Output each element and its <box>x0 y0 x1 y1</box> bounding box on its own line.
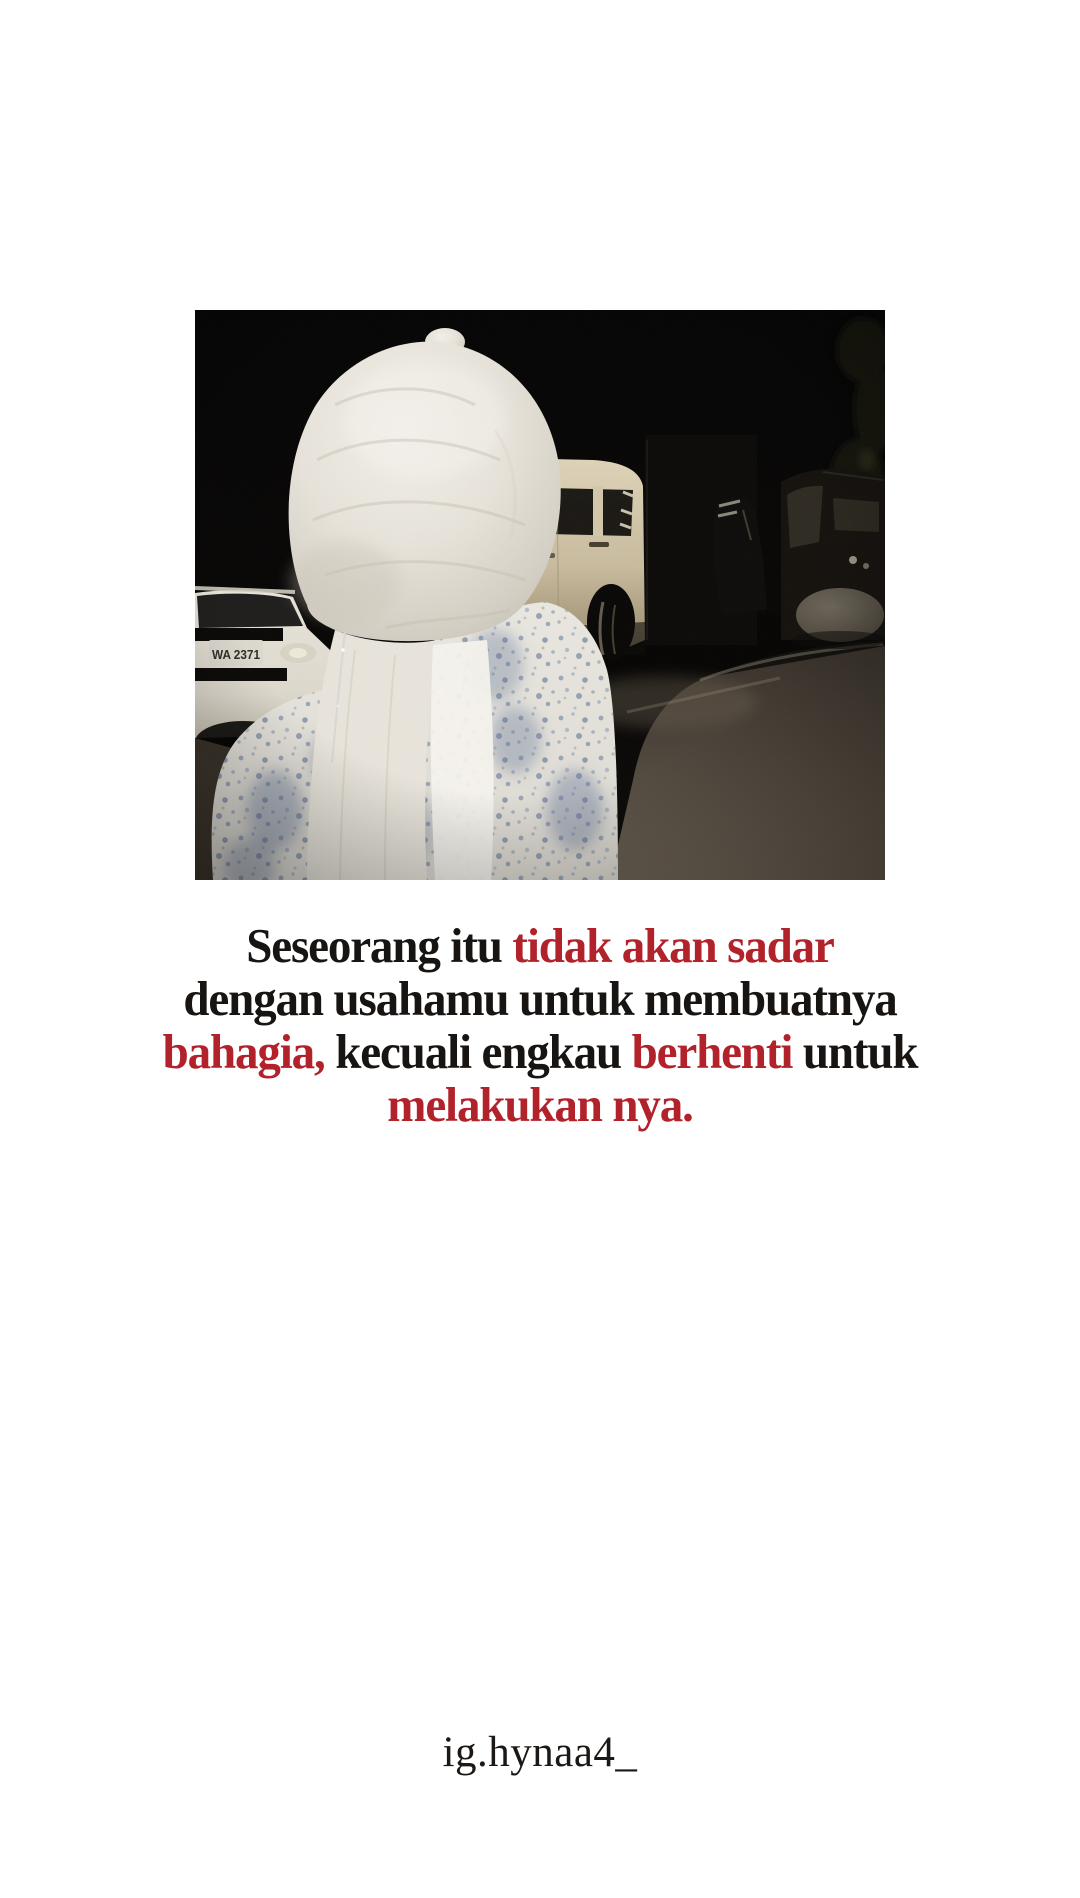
quote-line <box>22 1078 1059 1131</box>
photo <box>195 310 885 880</box>
quote-segment-red: melakukan nya. <box>387 1077 693 1132</box>
night-street-scene <box>195 310 885 880</box>
quote-line <box>22 972 1059 1025</box>
quote-line <box>22 1025 1059 1078</box>
film-grain <box>195 310 885 880</box>
instagram-handle: ig.hynaa4_ <box>442 1729 638 1776</box>
quote-segment-red: bahagia, <box>162 1024 325 1079</box>
quote-segment-red: berhenti <box>631 1024 793 1079</box>
quote-text <box>22 919 1059 1131</box>
quote-segment-red: tidak akan sadar <box>512 918 834 973</box>
quote-segment-black: untuk <box>792 1024 918 1079</box>
quote-segment-black: kecuali engkau <box>324 1024 632 1079</box>
quote-line <box>22 919 1059 972</box>
quote-segment-black: Seseorang itu <box>246 918 513 973</box>
quote-segment-black: dengan usahamu untuk membuatnya <box>183 971 897 1026</box>
